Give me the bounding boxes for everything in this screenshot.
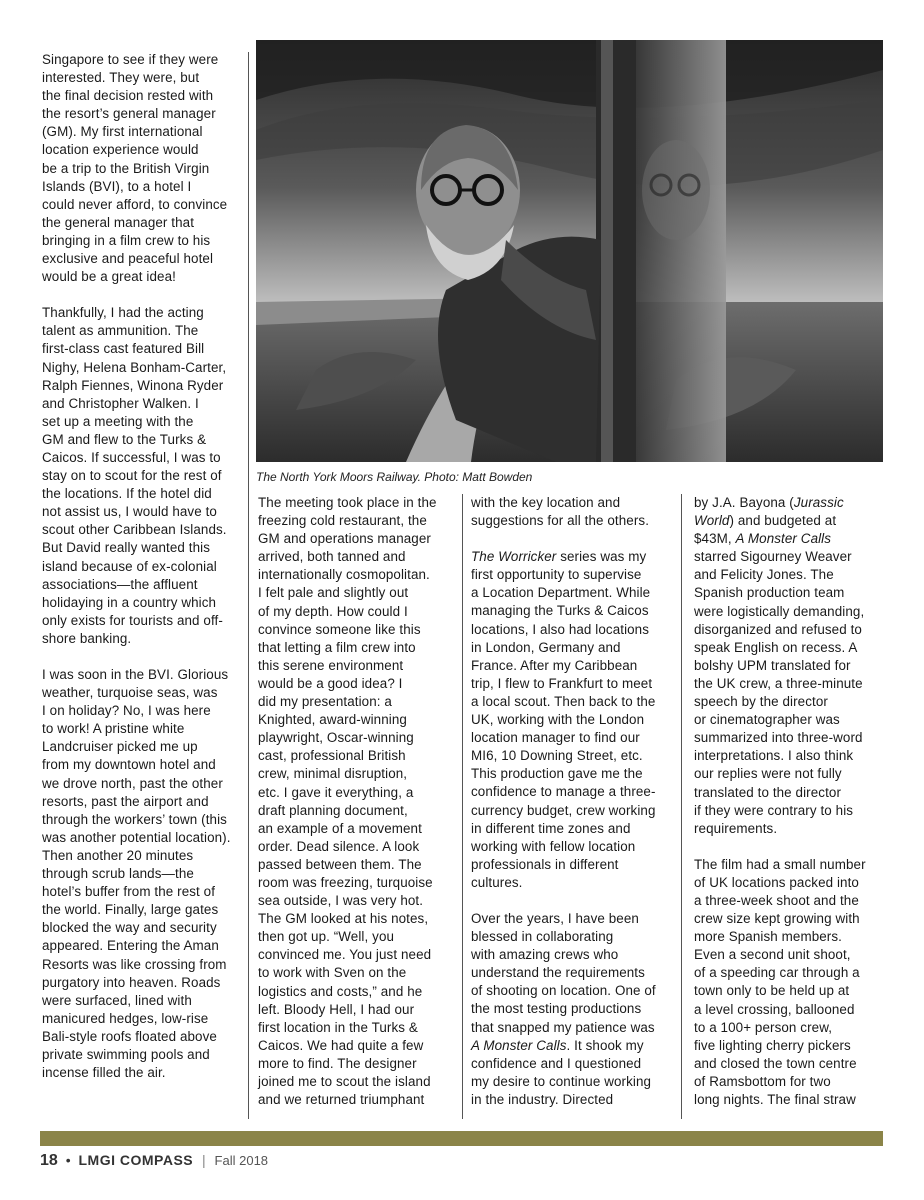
text-line: suggestions for all the others.	[471, 513, 650, 529]
text-line: in the industry. Directed	[471, 1091, 614, 1107]
text-line: Ralph Fiennes, Winona Ryder	[42, 377, 224, 393]
text-line: first location in the Turks &	[258, 1019, 418, 1035]
text-line: to work! A pristine white	[42, 721, 185, 737]
col3-paragraph-2-first-line	[471, 548, 671, 566]
col3-paragraph-3-lines-b	[471, 1055, 671, 1109]
page-footer	[40, 1152, 268, 1170]
text-line: etc. I gave it everything, a	[258, 784, 414, 800]
text-line: first opportunity to supervise	[471, 567, 642, 583]
col4-p1b: ) and budgeted at	[729, 513, 837, 529]
text-line: the most testing productions	[471, 1001, 642, 1017]
column-divider-3	[681, 494, 682, 1119]
text-line: Nighy, Helena Bonham-Carter,	[42, 359, 227, 375]
text-line: I was soon in the BVI. Glorious	[42, 667, 229, 682]
text-line: Then another 20 minutes	[42, 847, 194, 863]
text-line: draft planning document,	[258, 802, 408, 818]
text-line: and Christopher Walken. I	[42, 395, 199, 411]
text-line: of a speeding car through a	[694, 965, 860, 981]
text-line: Thankfully, I had the acting	[42, 305, 204, 321]
col4-paragraph-1-line-1	[694, 494, 894, 512]
text-line: translated to the director	[694, 784, 842, 800]
text-line: of Ramsbottom for two	[694, 1073, 831, 1089]
col3-paragraph-3-title-line	[471, 1037, 671, 1055]
text-line: a level crossing, ballooned	[694, 1001, 855, 1017]
col3-paragraph-2-lines	[471, 566, 671, 892]
text-line: five lighting cherry pickers	[694, 1037, 851, 1053]
text-line: that snapped my patience was	[471, 1019, 655, 1035]
text-line: would be a good idea? I	[258, 675, 403, 691]
text-line: island because of ex-colonial	[42, 558, 217, 574]
text-line: weather, turquoise seas, was	[42, 685, 218, 701]
text-line: the general manager that	[42, 214, 195, 230]
text-line: Even a second unit shoot,	[694, 947, 851, 963]
text-line: convince someone like this	[258, 621, 421, 637]
text-line: disorganized and refused to	[694, 621, 862, 637]
footer-bar	[40, 1131, 883, 1146]
text-line: would be a great idea!	[42, 269, 176, 285]
text-line: Caicos. We had quite a few	[258, 1037, 424, 1053]
text-line: speak English on recess. A	[694, 639, 858, 655]
text-line: not assist us, I would have to	[42, 504, 217, 520]
text-line: and Felicity Jones. The	[694, 567, 834, 583]
text-line: sea outside, I was very hot.	[258, 893, 424, 909]
text-line: resorts, past the airport and	[42, 793, 209, 809]
col3-paragraph-1	[471, 494, 671, 530]
title-a-monster-calls-2: A Monster Calls	[735, 531, 832, 547]
footer-separator: |	[202, 1152, 206, 1168]
col1-paragraph-2	[42, 304, 242, 648]
text-line: playwright, Oscar-winning	[258, 730, 414, 746]
col2-paragraph-1	[258, 494, 458, 1109]
col4-paragraph-1	[694, 494, 894, 838]
text-line: GM and operations manager	[258, 531, 431, 547]
text-line: my desire to continue working	[471, 1073, 652, 1089]
text-line: a three-week shoot and the	[694, 892, 859, 908]
text-line: from my downtown hotel and	[42, 757, 216, 773]
column-4	[694, 494, 894, 1109]
text-line: order. Dead silence. A look	[258, 838, 420, 854]
text-line: The film had a small number	[694, 856, 866, 872]
page-number: 18	[40, 1152, 58, 1169]
col3-p2-rest: series was my	[556, 549, 647, 565]
text-line: I on holiday? No, I was here	[42, 703, 211, 719]
text-line: internationally cosmopolitan.	[258, 567, 430, 583]
col1-paragraph-3	[42, 666, 242, 1082]
text-line: a Location Department. While	[471, 585, 651, 601]
col4-paragraph-2	[694, 856, 894, 1109]
text-line: MI6, 10 Downing Street, etc.	[471, 748, 643, 764]
col3-paragraph-2	[471, 548, 671, 892]
text-line: arrived, both tanned and	[258, 549, 406, 565]
text-line: set up a meeting with the	[42, 413, 194, 429]
text-line: confidence and I questioned	[471, 1055, 642, 1071]
text-line: Knighted, award-winning	[258, 712, 407, 728]
text-line: Spanish production team	[694, 585, 845, 601]
col4-paragraph-1-lines	[694, 548, 894, 838]
text-line: were surfaced, lined with	[42, 992, 192, 1008]
col3-p3-rest: . It shook my	[566, 1037, 644, 1053]
text-line: Over the years, I have been	[471, 910, 639, 926]
title-the-worricker: The Worricker	[471, 549, 557, 565]
text-line: location experience would	[42, 142, 199, 158]
text-line: exclusive and peaceful hotel	[42, 251, 214, 267]
text-line: private swimming pools and	[42, 1046, 210, 1062]
text-line: UK, working with the London	[471, 712, 645, 728]
text-line: appeared. Entering the Aman	[42, 938, 219, 954]
text-line: and closed the town centre	[694, 1055, 857, 1071]
text-line: our replies were not fully	[694, 766, 842, 782]
text-line: stay on to scout for the rest of	[42, 468, 222, 484]
text-line: this serene environment	[258, 657, 404, 673]
text-line: cultures.	[471, 874, 523, 890]
col4-p1c: $43M,	[694, 531, 736, 547]
text-line: left. Bloody Hell, I had our	[258, 1001, 415, 1017]
text-line: were logistically demanding,	[694, 603, 865, 619]
text-line: with the key location and	[471, 495, 621, 510]
text-line: Resorts was like crossing from	[42, 956, 227, 972]
title-jurassic: Jurassic	[793, 495, 844, 510]
text-line: incense filled the air.	[42, 1065, 166, 1081]
text-line: was another potential location).	[42, 829, 231, 845]
text-line: we drove north, past the other	[42, 775, 223, 791]
text-line: the resort’s general manager	[42, 106, 216, 122]
text-line: GM and flew to the Turks &	[42, 431, 207, 447]
text-line: Bali-style roofs floated above	[42, 1028, 217, 1044]
col3-paragraph-3	[471, 910, 671, 1109]
text-line: be a trip to the British Virgin	[42, 160, 210, 176]
text-line: managing the Turks & Caicos	[471, 603, 649, 619]
text-line: hotel’s buffer from the rest of	[42, 884, 216, 900]
title-world: World	[694, 513, 730, 529]
text-line: long nights. The final straw	[694, 1092, 856, 1107]
text-line: I felt pale and slightly out	[258, 585, 409, 601]
text-line: The meeting took place in the	[258, 495, 437, 510]
text-line: that letting a film crew into	[258, 639, 416, 655]
text-line: associations—the affluent	[42, 576, 198, 592]
col1-paragraph-1	[42, 51, 242, 286]
col3-paragraph-3-lines	[471, 910, 671, 1037]
text-line: in London, Germany and	[471, 639, 621, 655]
text-line: of my depth. How could I	[258, 603, 408, 619]
column-1	[42, 51, 242, 1082]
text-line: bolshy UPM translated for	[694, 657, 851, 673]
text-line: passed between them. The	[258, 856, 422, 872]
text-line: crew, minimal disruption,	[258, 766, 408, 782]
text-line: if they were contrary to his	[694, 802, 854, 818]
text-line: professionals in different	[471, 856, 619, 872]
text-line: first-class cast featured Bill	[42, 341, 205, 357]
text-line: talent as ammunition. The	[42, 323, 199, 339]
text-line: a local scout. Then back to the	[471, 693, 656, 709]
text-line: could never afford, to convince	[42, 196, 228, 212]
col4-paragraph-1-line-3	[694, 530, 894, 548]
text-line: interpretations. I also think	[694, 748, 854, 764]
text-line: in different time zones and	[471, 820, 631, 836]
text-line: logistics and costs,” and he	[258, 983, 423, 999]
col4-p1a: by J.A. Bayona (	[694, 495, 794, 510]
text-line: room was freezing, turquoise	[258, 874, 433, 890]
photo-caption: The North York Moors Railway. Photo: Matt Bowden	[256, 470, 533, 484]
text-line: more Spanish members.	[694, 929, 842, 945]
text-line: requirements.	[694, 820, 778, 836]
text-line: only exists for tourists and off-	[42, 612, 223, 628]
text-line: cast, professional British	[258, 748, 406, 764]
text-line: understand the requirements	[471, 965, 645, 981]
text-line: an example of a movement	[258, 820, 422, 836]
text-line: the final decision rested with	[42, 88, 214, 104]
text-line: convinced me. You just need	[258, 947, 432, 963]
text-line: blessed in collaborating	[471, 929, 614, 945]
text-line: through the workers’ town (this	[42, 811, 227, 827]
text-line: to a 100+ person crew,	[694, 1019, 833, 1035]
column-2	[258, 494, 458, 1109]
text-line: then got up. “Well, you	[258, 929, 395, 945]
photo-man-leaning-from-train-window-icon	[256, 40, 883, 462]
text-line: currency budget, crew working	[471, 802, 656, 818]
text-line: But David really wanted this	[42, 540, 211, 556]
text-line: bringing in a film crew to his	[42, 232, 211, 248]
text-line: to work with Sven on the	[258, 965, 407, 981]
column-divider-1	[248, 52, 249, 1119]
col4-paragraph-1-line-2	[694, 512, 894, 530]
feature-photo	[256, 40, 883, 462]
text-line: the world. Finally, large gates	[42, 902, 219, 918]
text-line: more to find. The designer	[258, 1055, 417, 1071]
text-line: town only to be held up at	[694, 983, 850, 999]
text-line: purgatory into heaven. Roads	[42, 974, 221, 990]
magazine-name: LMGI COMPASS	[78, 1152, 194, 1168]
text-line: summarized into three-word	[694, 730, 863, 746]
column-divider-2	[462, 494, 463, 1119]
footer-bullet: •	[65, 1152, 71, 1168]
text-line: The GM looked at his notes,	[258, 911, 429, 927]
text-line: This production gave me the	[471, 766, 643, 782]
text-line: of UK locations packed into	[694, 874, 859, 890]
text-line: holidaying in a country which	[42, 594, 217, 610]
text-line: working with fellow location	[471, 838, 636, 854]
text-line: manicured hedges, low-rise	[42, 1010, 209, 1026]
text-line: interested. They were, but	[42, 70, 200, 86]
text-line: through scrub lands—the	[42, 866, 194, 882]
text-line: starred Sigourney Weaver	[694, 549, 852, 565]
text-line: did my presentation: a	[258, 694, 392, 710]
text-line: of shooting on location. One of	[471, 983, 656, 999]
issue-label: Fall 2018	[214, 1153, 269, 1168]
text-line: blocked the way and security	[42, 920, 217, 936]
text-line: freezing cold restaurant, the	[258, 513, 427, 529]
text-line: with amazing crews who	[471, 947, 619, 963]
text-line: locations, I also had locations	[471, 621, 650, 637]
title-a-monster-calls: A Monster Calls	[471, 1037, 567, 1053]
text-line: or cinematographer was	[694, 712, 840, 728]
text-line: Caicos. If successful, I was to	[42, 449, 221, 465]
text-line: and we returned triumphant	[258, 1092, 425, 1108]
text-line: confidence to manage a three-	[471, 784, 656, 800]
text-line: (GM). My first international	[42, 124, 203, 140]
text-line: the locations. If the hotel did	[42, 486, 212, 502]
text-line: France. After my Caribbean	[471, 657, 638, 673]
text-line: Islands (BVI), to a hotel I	[42, 178, 192, 194]
text-line: Singapore to see if they were	[42, 52, 219, 67]
text-line: shore banking.	[42, 630, 132, 646]
text-line: speech by the director	[694, 694, 828, 710]
text-line: scout other Caribbean Islands.	[42, 522, 227, 538]
text-line: location manager to find our	[471, 730, 640, 746]
text-line: trip, I flew to Frankfurt to meet	[471, 675, 653, 691]
text-line: the UK crew, a three-minute	[694, 675, 863, 691]
text-line: Landcruiser picked me up	[42, 739, 198, 755]
text-line: crew size kept growing with	[694, 911, 860, 927]
text-line: joined me to scout the island	[258, 1074, 431, 1089]
column-3	[471, 494, 671, 1109]
